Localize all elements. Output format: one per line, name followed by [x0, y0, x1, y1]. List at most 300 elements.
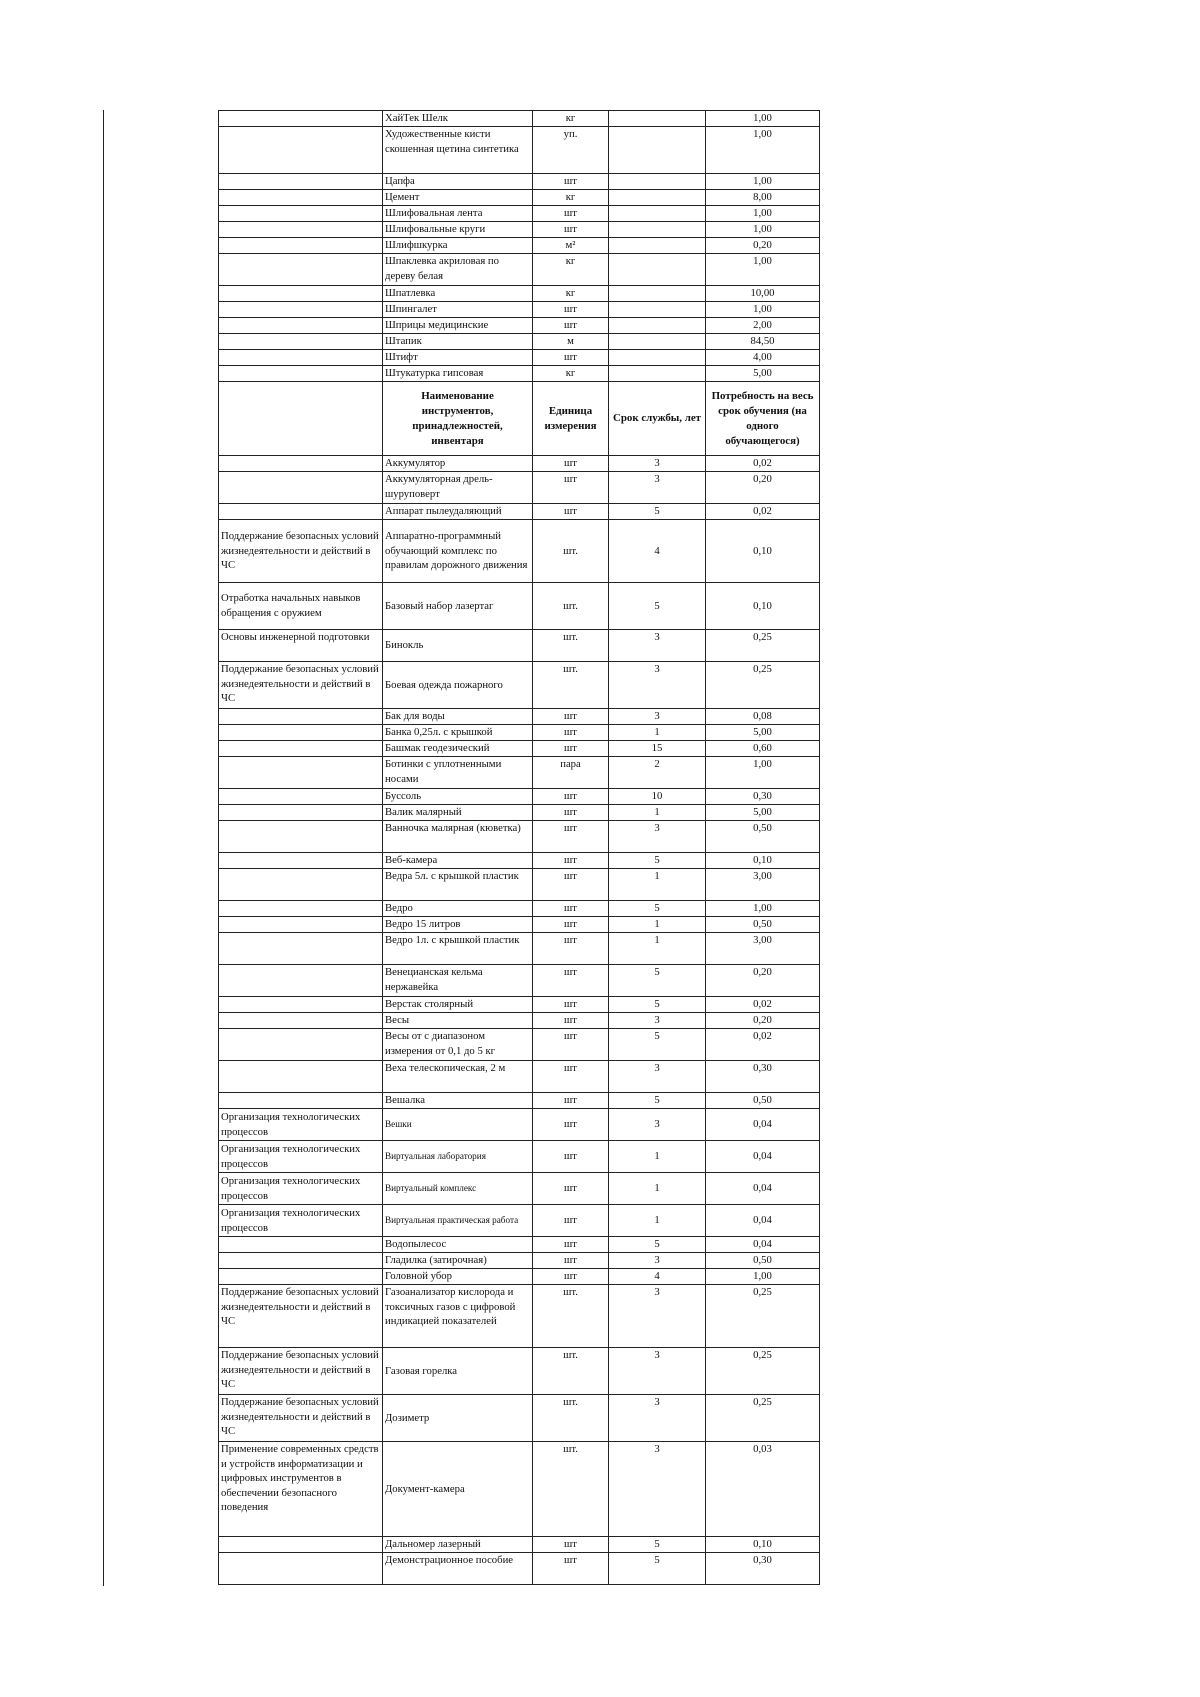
table-row [219, 1061, 820, 1093]
need-cell: 5,00 [706, 366, 820, 382]
need-cell: 0,60 [706, 741, 820, 757]
need-cell: 0,20 [706, 1013, 820, 1029]
name-cell: Ведро [383, 901, 533, 917]
section-cell: Поддержание безопасных условий жизнедеятельности и действий в ЧС [219, 1395, 383, 1442]
life-cell: 1 [609, 1141, 706, 1173]
unit-cell: шт [533, 1173, 609, 1205]
table-row [219, 789, 820, 805]
unit-cell: шт. [533, 520, 609, 583]
need-cell: 1,00 [706, 111, 820, 127]
need-cell: 0,10 [706, 520, 820, 583]
need-cell: 0,10 [706, 853, 820, 869]
life-cell: 3 [609, 1285, 706, 1348]
name-cell: Дальномер лазерный [383, 1537, 533, 1553]
life-cell: 5 [609, 997, 706, 1013]
unit-cell: шт. [533, 583, 609, 630]
name-cell: Ботинки с уплотненными носами [383, 757, 533, 789]
name-cell: Цапфа [383, 174, 533, 190]
unit-cell: шт [533, 1269, 609, 1285]
section-cell [219, 504, 383, 520]
table-row [219, 757, 820, 789]
section-cell [219, 350, 383, 366]
need-cell: 0,20 [706, 472, 820, 504]
table-row [219, 725, 820, 741]
need-cell: 1,00 [706, 1269, 820, 1285]
name-cell: Шпатлевка [383, 286, 533, 302]
name-cell: Ванночка малярная (кюветка) [383, 821, 533, 853]
unit-cell: шт [533, 917, 609, 933]
table-row [219, 206, 820, 222]
table-row [219, 472, 820, 504]
table-row [219, 821, 820, 853]
name-cell: Весы [383, 1013, 533, 1029]
need-cell: 0,50 [706, 917, 820, 933]
need-cell: 8,00 [706, 190, 820, 206]
need-cell: 0,04 [706, 1173, 820, 1205]
section-cell: Отработка начальных навыков обращения с оружием [219, 583, 383, 630]
need-cell: 5,00 [706, 725, 820, 741]
need-cell: 84,50 [706, 334, 820, 350]
unit-cell: шт [533, 472, 609, 504]
name-cell: ХайТек Шелк [383, 111, 533, 127]
section-cell [219, 366, 383, 382]
unit-cell: шт [533, 901, 609, 917]
life-cell: 3 [609, 472, 706, 504]
unit-cell: шт [533, 318, 609, 334]
unit-cell: шт. [533, 1442, 609, 1537]
table-row [219, 350, 820, 366]
name-cell: Аккумулятор [383, 456, 533, 472]
need-cell: 1,00 [706, 127, 820, 174]
life-cell: 5 [609, 1537, 706, 1553]
table-row [219, 1109, 820, 1141]
name-cell: Аккумуляторная дрель-шуруповерт [383, 472, 533, 504]
header-section-cell [219, 382, 383, 456]
life-cell [609, 238, 706, 254]
section-cell [219, 821, 383, 853]
name-cell: Бак для воды [383, 709, 533, 725]
need-cell: 1,00 [706, 302, 820, 318]
table-row [219, 1395, 820, 1442]
section-cell [219, 789, 383, 805]
life-cell: 3 [609, 1013, 706, 1029]
section-cell: Поддержание безопасных условий жизнедеятельности и действий в ЧС [219, 520, 383, 583]
need-cell: 0,25 [706, 1285, 820, 1348]
table-row [219, 1537, 820, 1553]
table-row [219, 1348, 820, 1395]
section-cell [219, 222, 383, 238]
name-cell: Виртуальная лаборатория [383, 1141, 533, 1173]
unit-cell: шт [533, 1093, 609, 1109]
life-cell [609, 302, 706, 318]
section-cell [219, 1013, 383, 1029]
need-cell: 4,00 [706, 350, 820, 366]
unit-cell: шт [533, 1029, 609, 1061]
table-row [219, 520, 820, 583]
section-cell [219, 318, 383, 334]
life-cell: 1 [609, 869, 706, 901]
need-cell: 0,20 [706, 238, 820, 254]
unit-cell: шт [533, 456, 609, 472]
name-cell: Водопылесос [383, 1237, 533, 1253]
margin-line [103, 110, 104, 1586]
unit-cell: шт. [533, 1348, 609, 1395]
need-cell: 0,10 [706, 583, 820, 630]
section-cell [219, 254, 383, 286]
name-cell: Цемент [383, 190, 533, 206]
unit-cell: шт [533, 1141, 609, 1173]
name-cell: Боевая одежда пожарного [383, 662, 533, 709]
need-cell: 0,10 [706, 1537, 820, 1553]
section-cell [219, 805, 383, 821]
need-cell: 3,00 [706, 869, 820, 901]
life-cell: 5 [609, 504, 706, 520]
section-cell [219, 206, 383, 222]
need-cell: 0,08 [706, 709, 820, 725]
name-cell: Веха телескопическая, 2 м [383, 1061, 533, 1093]
section-cell [219, 1029, 383, 1061]
section-cell: Поддержание безопасных условий жизнедеятельности и действий в ЧС [219, 1285, 383, 1348]
table-row [219, 662, 820, 709]
name-cell: Бинокль [383, 630, 533, 662]
need-cell: 5,00 [706, 805, 820, 821]
life-cell [609, 318, 706, 334]
life-cell [609, 254, 706, 286]
table-row [219, 1141, 820, 1173]
unit-cell: шт [533, 302, 609, 318]
table-row [219, 111, 820, 127]
name-cell: Башмак геодезический [383, 741, 533, 757]
need-cell: 0,50 [706, 821, 820, 853]
table-row [219, 222, 820, 238]
life-cell: 10 [609, 789, 706, 805]
table-row [219, 853, 820, 869]
need-cell: 0,20 [706, 965, 820, 997]
unit-cell: шт. [533, 662, 609, 709]
section-cell: Организация технологических процессов [219, 1109, 383, 1141]
unit-cell: кг [533, 111, 609, 127]
life-cell: 5 [609, 1029, 706, 1061]
table-row [219, 917, 820, 933]
table-row [219, 318, 820, 334]
life-cell: 5 [609, 1237, 706, 1253]
life-cell: 3 [609, 1253, 706, 1269]
section-cell [219, 302, 383, 318]
unit-cell: шт [533, 997, 609, 1013]
need-cell: 0,02 [706, 456, 820, 472]
table-row [219, 1173, 820, 1205]
life-cell [609, 127, 706, 174]
life-cell: 5 [609, 901, 706, 917]
life-cell: 4 [609, 520, 706, 583]
unit-cell: шт [533, 1061, 609, 1093]
table-row [219, 1093, 820, 1109]
need-cell: 0,02 [706, 504, 820, 520]
table-header [219, 382, 820, 456]
section-cell [219, 901, 383, 917]
name-cell: Гладилка (затирочная) [383, 1253, 533, 1269]
name-cell: Банка 0,25л. с крышкой [383, 725, 533, 741]
life-cell [609, 190, 706, 206]
unit-cell: шт [533, 206, 609, 222]
name-cell: Буссоль [383, 789, 533, 805]
need-cell: 0,02 [706, 997, 820, 1013]
name-cell: Верстак столярный [383, 997, 533, 1013]
unit-cell: шт [533, 1553, 609, 1585]
need-cell: 0,30 [706, 1553, 820, 1585]
section-cell [219, 286, 383, 302]
table-row [219, 1285, 820, 1348]
life-cell: 5 [609, 583, 706, 630]
section-cell [219, 741, 383, 757]
section-cell [219, 869, 383, 901]
life-cell: 3 [609, 630, 706, 662]
name-cell: Шпаклевка акриловая по дереву белая [383, 254, 533, 286]
unit-cell: шт [533, 933, 609, 965]
table-row [219, 805, 820, 821]
section-cell: Организация технологических процессов [219, 1141, 383, 1173]
table-row [219, 1269, 820, 1285]
unit-cell: шт [533, 821, 609, 853]
need-cell: 1,00 [706, 901, 820, 917]
table-row [219, 238, 820, 254]
need-cell: 0,25 [706, 1348, 820, 1395]
name-cell: Валик малярный [383, 805, 533, 821]
life-cell [609, 334, 706, 350]
need-cell: 2,00 [706, 318, 820, 334]
table-row [219, 334, 820, 350]
life-cell: 3 [609, 1395, 706, 1442]
need-cell: 3,00 [706, 933, 820, 965]
name-cell: Аппарат пылеудаляющий [383, 504, 533, 520]
name-cell: Художественные кисти скошенная щетина синтетика [383, 127, 533, 174]
life-cell: 3 [609, 1061, 706, 1093]
need-cell: 1,00 [706, 254, 820, 286]
unit-cell: кг [533, 254, 609, 286]
section-cell [219, 174, 383, 190]
need-cell: 10,00 [706, 286, 820, 302]
unit-cell: м² [533, 238, 609, 254]
section-cell [219, 933, 383, 965]
need-cell: 1,00 [706, 222, 820, 238]
name-cell: Виртуальная практическая работа [383, 1205, 533, 1237]
life-cell [609, 286, 706, 302]
life-cell: 3 [609, 709, 706, 725]
need-cell: 0,04 [706, 1141, 820, 1173]
section-cell [219, 1553, 383, 1585]
section-cell: Организация технологических процессов [219, 1205, 383, 1237]
name-cell: Документ-камера [383, 1442, 533, 1537]
life-cell: 1 [609, 1205, 706, 1237]
section-cell [219, 1061, 383, 1093]
table-row [219, 1237, 820, 1253]
life-cell [609, 206, 706, 222]
table-row [219, 869, 820, 901]
unit-cell: кг [533, 190, 609, 206]
section-cell: Применение современных средств и устройств информатизации и цифровых инструментов в обеспечении безопасного поведения [219, 1442, 383, 1537]
section-cell [219, 997, 383, 1013]
life-cell [609, 350, 706, 366]
section-cell [219, 127, 383, 174]
life-cell: 1 [609, 725, 706, 741]
header-name-cell: Наименование инструментов, принадлежностей, инвентаря [383, 382, 533, 456]
table-row [219, 583, 820, 630]
unit-cell: шт [533, 1109, 609, 1141]
unit-cell: шт [533, 725, 609, 741]
life-cell: 3 [609, 456, 706, 472]
unit-cell: шт. [533, 630, 609, 662]
section-cell [219, 709, 383, 725]
unit-cell: шт [533, 805, 609, 821]
name-cell: Веб-камера [383, 853, 533, 869]
unit-cell: шт [533, 853, 609, 869]
life-cell [609, 366, 706, 382]
unit-cell: шт [533, 350, 609, 366]
section-cell [219, 725, 383, 741]
unit-cell: шт [533, 1237, 609, 1253]
life-cell: 3 [609, 1442, 706, 1537]
name-cell: Виртуальный комплекс [383, 1173, 533, 1205]
life-cell: 1 [609, 1173, 706, 1205]
life-cell: 5 [609, 1553, 706, 1585]
unit-cell: шт. [533, 1285, 609, 1348]
table-row [219, 254, 820, 286]
section-cell [219, 1253, 383, 1269]
life-cell [609, 222, 706, 238]
need-cell: 1,00 [706, 206, 820, 222]
table-row [219, 1205, 820, 1237]
name-cell: Вешалка [383, 1093, 533, 1109]
section-cell: Поддержание безопасных условий жизнедеятельности и действий в ЧС [219, 662, 383, 709]
name-cell: Штифт [383, 350, 533, 366]
section-cell [219, 757, 383, 789]
name-cell: Газовая горелка [383, 1348, 533, 1395]
life-cell: 1 [609, 805, 706, 821]
need-cell: 0,04 [706, 1205, 820, 1237]
name-cell: Дозиметр [383, 1395, 533, 1442]
unit-cell: шт [533, 504, 609, 520]
life-cell: 3 [609, 662, 706, 709]
unit-cell: шт [533, 1537, 609, 1553]
name-cell: Головной убор [383, 1269, 533, 1285]
unit-cell: шт [533, 1253, 609, 1269]
section-cell [219, 917, 383, 933]
table-row [219, 174, 820, 190]
need-cell: 0,04 [706, 1109, 820, 1141]
life-cell: 2 [609, 757, 706, 789]
need-cell: 0,04 [706, 1237, 820, 1253]
unit-cell: шт [533, 1013, 609, 1029]
name-cell: Аппаратно-программный обучающий комплекс по правилам дорожного движения [383, 520, 533, 583]
materials-section [219, 111, 820, 382]
table-row [219, 901, 820, 917]
section-cell [219, 965, 383, 997]
table-row [219, 1442, 820, 1537]
need-cell: 0,50 [706, 1253, 820, 1269]
unit-cell: шт. [533, 1395, 609, 1442]
unit-cell: м [533, 334, 609, 350]
unit-cell: уп. [533, 127, 609, 174]
name-cell: Демонстрационное пособие [383, 1553, 533, 1585]
name-cell: Весы от с диапазоном измерения от 0,1 до 5 кг [383, 1029, 533, 1061]
name-cell: Газоанализатор кислорода и токсичных газов с цифровой индикацией показателей [383, 1285, 533, 1348]
section-cell: Основы инженерной подготовки [219, 630, 383, 662]
section-cell: Организация технологических процессов [219, 1173, 383, 1205]
table-row [219, 127, 820, 174]
section-cell [219, 472, 383, 504]
need-cell: 0,50 [706, 1093, 820, 1109]
unit-cell: шт [533, 1205, 609, 1237]
table-row [219, 741, 820, 757]
unit-cell: шт [533, 965, 609, 997]
name-cell: Штукатурка гипсовая [383, 366, 533, 382]
need-cell: 0,25 [706, 662, 820, 709]
section-cell [219, 1237, 383, 1253]
name-cell: Ведро 1л. с крышкой пластик [383, 933, 533, 965]
unit-cell: шт [533, 174, 609, 190]
section-cell [219, 1269, 383, 1285]
life-cell [609, 174, 706, 190]
name-cell: Ведра 5л. с крышкой пластик [383, 869, 533, 901]
section-cell [219, 1093, 383, 1109]
name-cell: Шлифшкурка [383, 238, 533, 254]
name-cell: Шлифовальные круги [383, 222, 533, 238]
life-cell: 3 [609, 1109, 706, 1141]
table-row [219, 286, 820, 302]
unit-cell: кг [533, 286, 609, 302]
equipment-table [218, 110, 820, 1585]
section-cell [219, 456, 383, 472]
section-cell [219, 334, 383, 350]
unit-cell: пара [533, 757, 609, 789]
life-cell [609, 111, 706, 127]
need-cell: 0,30 [706, 789, 820, 805]
header-life-cell: Срок службы, лет [609, 382, 706, 456]
unit-cell: шт [533, 789, 609, 805]
table-row [219, 933, 820, 965]
table-row [219, 630, 820, 662]
life-cell: 5 [609, 965, 706, 997]
tools-section [219, 456, 820, 1585]
name-cell: Вешки [383, 1109, 533, 1141]
unit-cell: кг [533, 366, 609, 382]
table-row [219, 1029, 820, 1061]
life-cell: 3 [609, 1348, 706, 1395]
header-need-cell: Потребность на весь срок обучения (на одного обучающегося) [706, 382, 820, 456]
unit-cell: шт [533, 709, 609, 725]
life-cell: 1 [609, 933, 706, 965]
table-row [219, 709, 820, 725]
name-cell: Шлифовальная лента [383, 206, 533, 222]
unit-cell: шт [533, 741, 609, 757]
need-cell: 0,25 [706, 630, 820, 662]
table-row [219, 302, 820, 318]
need-cell: 0,25 [706, 1395, 820, 1442]
life-cell: 4 [609, 1269, 706, 1285]
life-cell: 5 [609, 853, 706, 869]
name-cell: Венецианская кельма нержавейка [383, 965, 533, 997]
section-cell: Поддержание безопасных условий жизнедеятельности и действий в ЧС [219, 1348, 383, 1395]
table-row [219, 1553, 820, 1585]
life-cell: 5 [609, 1093, 706, 1109]
table-row [219, 456, 820, 472]
need-cell: 1,00 [706, 174, 820, 190]
life-cell: 1 [609, 917, 706, 933]
section-cell [219, 1537, 383, 1553]
header-row [219, 382, 820, 456]
section-cell [219, 853, 383, 869]
section-cell [219, 190, 383, 206]
